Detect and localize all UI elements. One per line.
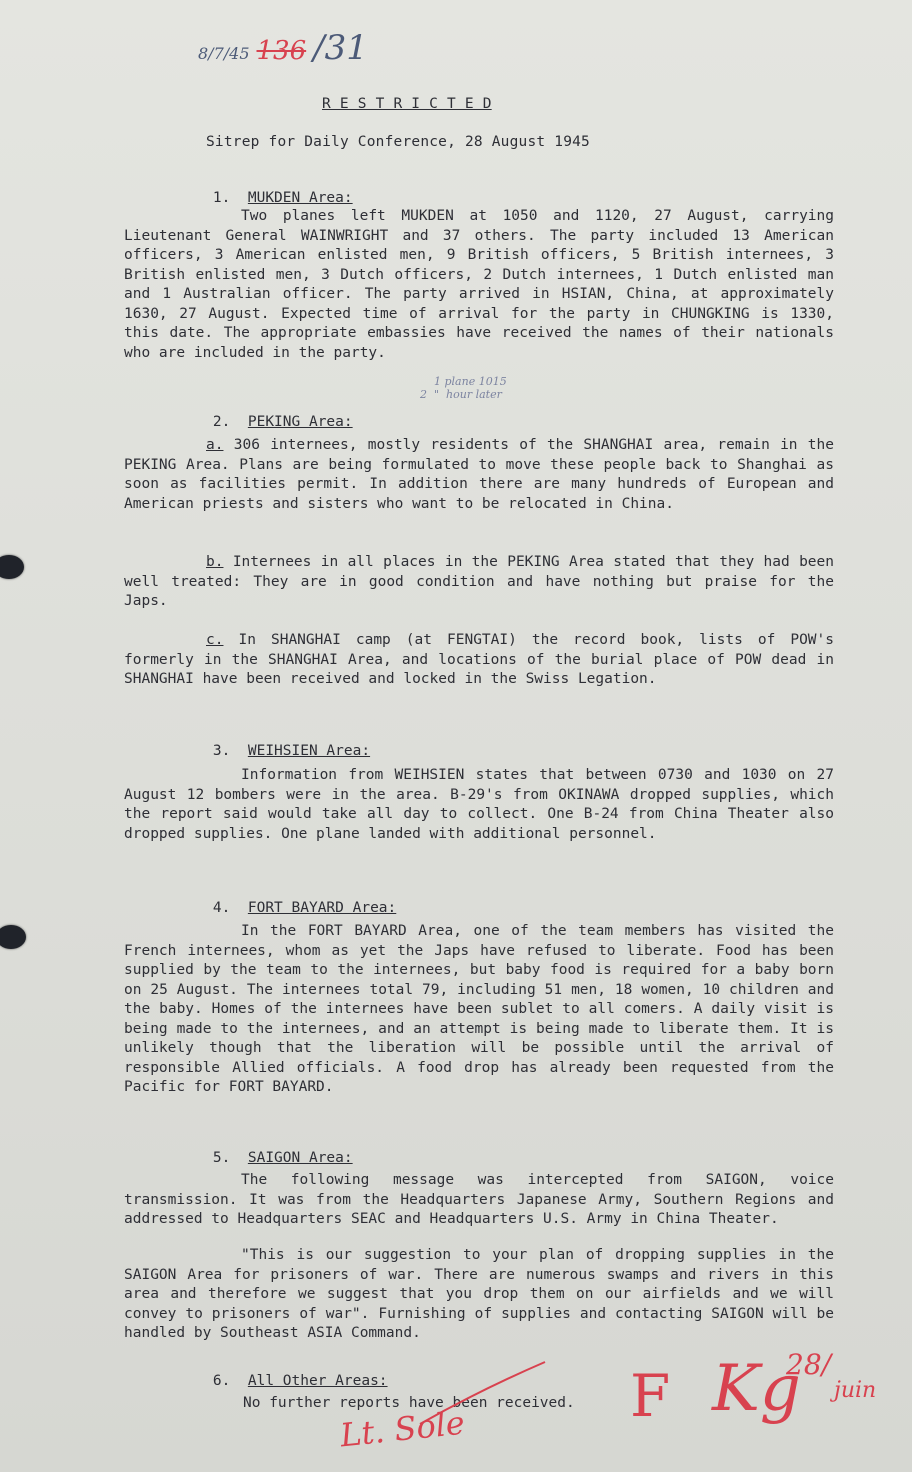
section-1-paragraph: Two planes left MUKDEN at 1050 and 1120, 27 August, carrying Lieutenant General WAINWRIGHT and 37 others. The party included 13 American officers, 3 American enlisted men, 9 British officers, 5 British internees, 3 British enlisted men, 3 Dutch officers, 2 Dutch internees, 1 Dutch enlisted man and 1 Australian officer. The party arrived in HSIAN, China, at approximately 1630, 27 August. Expected time of arrival for the party in CHUNGKING is 1330, this date. The appropriate embassies have received the names of their nationals who are included in the party. [124, 208, 834, 361]
handwritten-initial-f: F [630, 1362, 671, 1430]
section-heading-3: 3. WEIHSIEN Area: [212, 743, 371, 759]
section-4-paragraph: In the FORT BAYARD Area, one of the team members has visited the French internees, whom as yet the Japs have refused to liberate. Food has been supplied by the team to the internees, but baby food is required for a baby born on 25 August. The internees total 79, including 51 men, 18 women, 10 children and the baby. Homes of the internees have been sublet to all comers. A daily visit is being made to the internees, and an attempt is being made to liberate them. It is unlikely though that the liberation will be possible until the arrival of responsible Allied officials. A food drop has already been requested from the Pacific for FORT BAYARD. [124, 923, 834, 1095]
handwritten-signature: Lt. Sole [338, 1403, 467, 1455]
section-5-quote-paragraph: "This is our suggestion to your plan of dropping supplies in the SAIGON Area for prisoners of war. There are numerous swamps and rivers in this area and therefore we suggest that you drop them on our airfields and we will convey to prisoners of war". Furnishing of supplies and contacting SAIGON will be handled by Southeast ASIA Command. [124, 1247, 834, 1341]
document-title: Sitrep for Daily Conference, 28 August 1945 [206, 134, 590, 150]
section-2c-paragraph: c. In SHANGHAI camp (at FENGTAI) the record book, lists of POW's formerly in the SHANGHAI Area, and locations of the burial place of POW dead in SHANGHAI have been received and locked in the Swiss Legation. [124, 632, 834, 687]
handwritten-date-mark: 28/ [786, 1348, 832, 1381]
margin-pencil-note: 1 plane 1015 2 " hour later [420, 375, 507, 401]
punch-hole-upper [0, 555, 24, 579]
section-6-paragraph: No further reports have been received. [243, 1395, 575, 1411]
section-heading-6: 6. All Other Areas: [212, 1373, 388, 1389]
section-3-paragraph: Information from WEIHSIEN states that between 0730 and 1030 on 27 August 12 bombers were in the area. B-29's from OKINAWA dropped supplies, which the report said would take all day to collect. One B-24 from China Theater also dropped supplies. One plane landed with additional personnel. [124, 767, 834, 842]
punch-hole-lower [0, 925, 26, 949]
section-2a-paragraph: a. 306 internees, mostly residents of the SHANGHAI area, remain in the PEKING Area. Plans are being formulated to move these people back to Shanghai as soon as facilities permit. In addition there are many hundreds of European and American priests and sisters who want to be relocated in China. [124, 437, 834, 512]
classification-stamp: R E S T R I C T E D [322, 96, 492, 112]
handwritten-scrawl: juin [834, 1378, 877, 1403]
section-2b-paragraph: b. Internees in all places in the PEKING Area stated that they had been well treated: They are in good condition and have nothing but praise for the Japs. [124, 554, 834, 609]
section-heading-5: 5. SAIGON Area: [212, 1150, 353, 1166]
struck-number: 136 [256, 36, 307, 66]
handwritten-file-number: 8/7/45 136 /31 [198, 28, 368, 68]
section-heading-4: 4. FORT BAYARD Area: [212, 900, 397, 916]
handwritten-initials: Kg [712, 1352, 801, 1426]
section-heading-2: 2. PEKING Area: [212, 414, 353, 430]
section-heading-1: 1. MUKDEN Area: [212, 190, 353, 206]
section-5-paragraph-1: The following message was intercepted from SAIGON, voice transmission. It was from the Headquarters Japanese Army, Southern Regions and addressed to Headquarters SEAC and Headquarters U.S. Army in China Theater. [124, 1172, 834, 1227]
